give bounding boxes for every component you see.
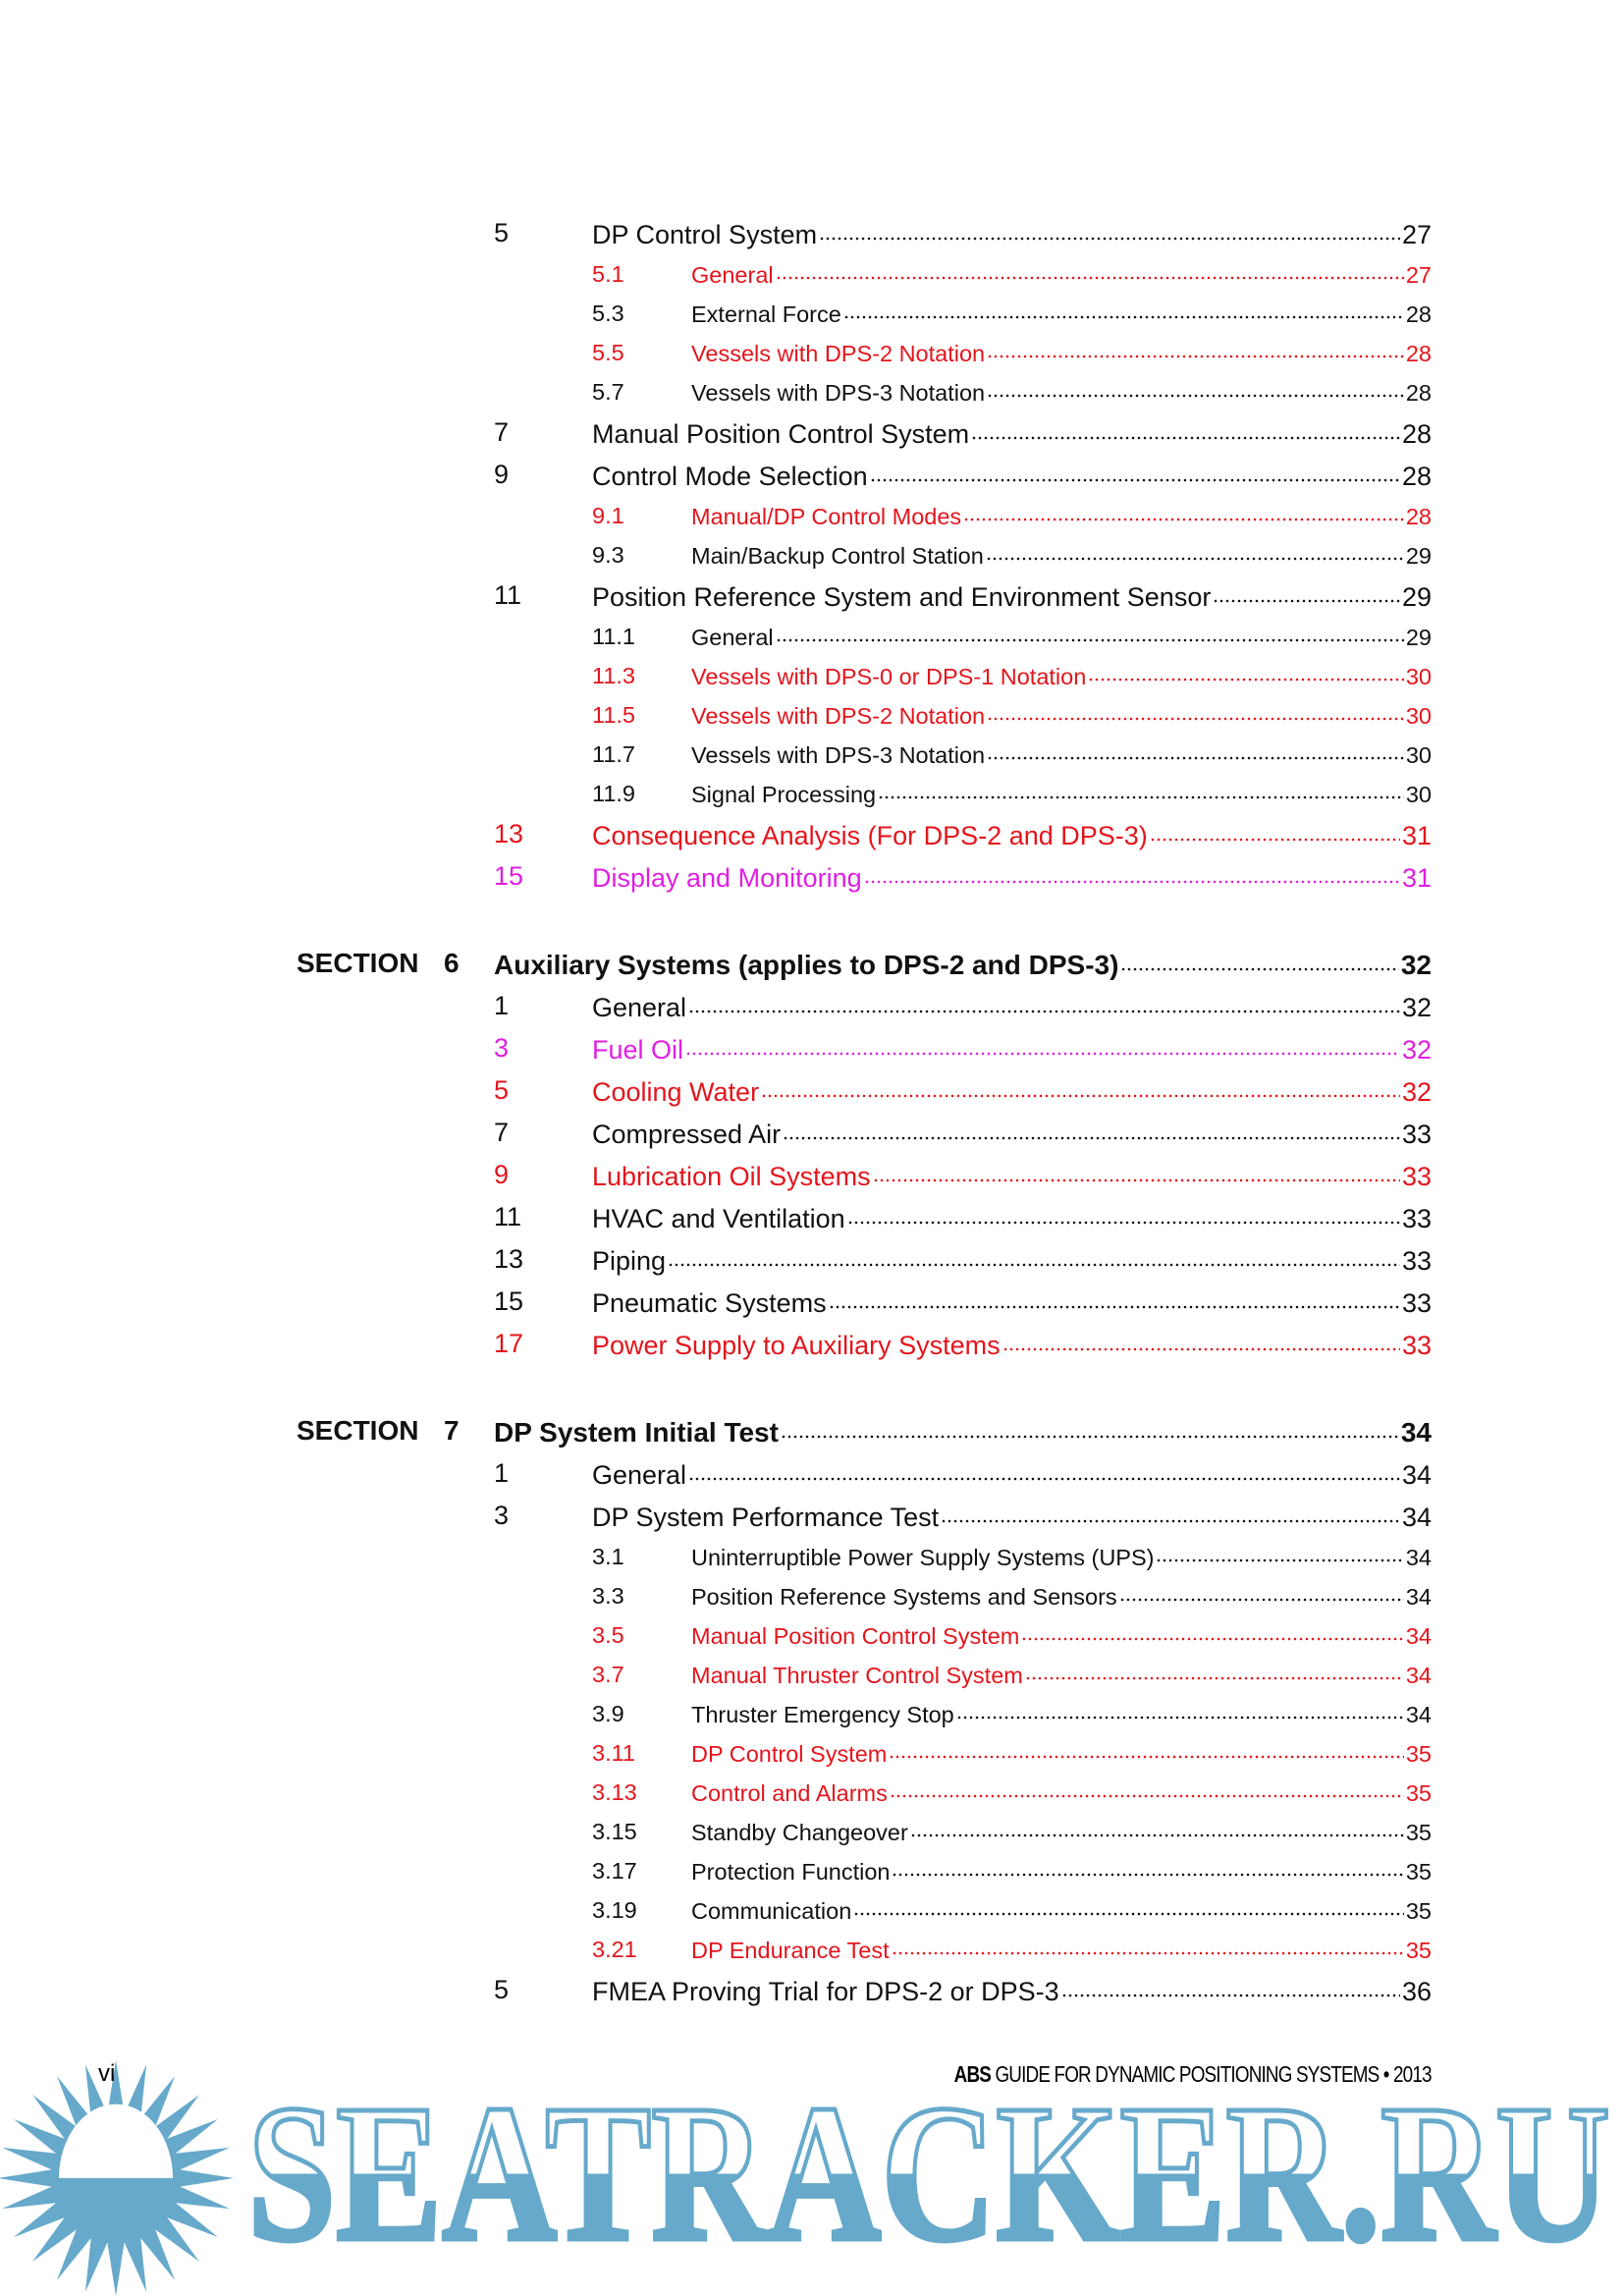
sunburst-icon xyxy=(0,2060,234,2296)
entry-page: 33 xyxy=(1401,1203,1432,1233)
entry-title[interactable]: Protection Function xyxy=(691,1858,891,1885)
entry-line xyxy=(592,579,1432,613)
entry-number: 3.19 xyxy=(592,1896,637,1923)
entry-title[interactable]: Power Supply to Auxiliary Systems xyxy=(592,1330,1001,1360)
entry-number: 3.15 xyxy=(592,1818,637,1844)
dot-leader xyxy=(941,1500,1400,1526)
dot-leader xyxy=(688,990,1400,1016)
dot-leader xyxy=(1021,1620,1403,1644)
entry-line xyxy=(691,739,1432,769)
entry-title[interactable]: Standby Changeover xyxy=(691,1819,908,1845)
entry-title[interactable]: Vessels with DPS-0 or DPS-1 Notation xyxy=(691,663,1087,689)
section-label: SECTION xyxy=(297,948,419,978)
dot-leader xyxy=(956,1699,1404,1722)
toc-entry[interactable] xyxy=(0,1694,1624,1733)
entry-page: 30 xyxy=(1405,663,1432,689)
entry-page: 30 xyxy=(1405,741,1432,768)
entry-line xyxy=(494,1414,1432,1449)
entry-number: 3.7 xyxy=(592,1661,624,1687)
entry-line xyxy=(592,1243,1432,1277)
entry-page: 32 xyxy=(1401,1034,1432,1065)
footer-brand: ABS xyxy=(954,2061,992,2087)
dot-leader xyxy=(890,1777,1404,1801)
entry-title[interactable]: Control Mode Selection xyxy=(592,461,868,491)
toc-entry[interactable] xyxy=(0,813,1624,855)
dot-leader xyxy=(1156,1542,1403,1565)
entry-line xyxy=(592,1201,1432,1234)
entry-number: 5.1 xyxy=(592,260,624,287)
entry-page: 29 xyxy=(1401,581,1432,612)
entry-number: 3.9 xyxy=(592,1700,624,1726)
entry-number: 3.21 xyxy=(592,1936,637,1962)
entry-number: 15 xyxy=(494,861,524,891)
dot-leader xyxy=(987,700,1404,724)
entry-page: 28 xyxy=(1405,340,1432,366)
entry-line xyxy=(691,1895,1432,1925)
entry-number: 15 xyxy=(494,1286,524,1316)
entry-page: 34 xyxy=(1405,1544,1432,1570)
dot-leader xyxy=(1002,1328,1400,1354)
entry-page: 33 xyxy=(1401,1330,1432,1360)
dot-leader xyxy=(892,1856,1403,1880)
toc-entry[interactable] xyxy=(0,1969,1624,2011)
toc-entry[interactable] xyxy=(0,1495,1624,1537)
toc-entry[interactable] xyxy=(0,985,1624,1027)
entry-page: 28 xyxy=(1405,301,1432,327)
dot-leader xyxy=(783,1117,1400,1143)
footer-title xyxy=(954,2060,1432,2088)
entry-number: 5.5 xyxy=(592,339,624,365)
entry-line xyxy=(691,779,1432,808)
entry-page: 35 xyxy=(1405,1740,1432,1767)
entry-line xyxy=(592,1328,1432,1361)
entry-page: 28 xyxy=(1405,503,1432,529)
entry-title[interactable]: HVAC and Ventilation xyxy=(592,1203,845,1233)
entry-number: 3.13 xyxy=(592,1778,637,1805)
entry-title[interactable]: Display and Monitoring xyxy=(592,862,862,893)
entry-page: 31 xyxy=(1401,820,1432,850)
entry-line xyxy=(592,1974,1432,2007)
entry-line xyxy=(592,860,1432,894)
entry-title[interactable]: Manual/DP Control Modes xyxy=(691,503,962,529)
toc-section[interactable] xyxy=(0,1409,1624,1452)
entry-page: 35 xyxy=(1405,1819,1432,1845)
entry-title[interactable]: FMEA Proving Trial for DPS-2 or DPS-3 xyxy=(592,1976,1059,2006)
dot-leader xyxy=(668,1243,1400,1270)
toc-entry[interactable] xyxy=(0,617,1624,656)
entry-title[interactable]: Fuel Oil xyxy=(592,1034,684,1065)
dot-leader xyxy=(892,1935,1404,1958)
entry-page: 33 xyxy=(1401,1245,1432,1276)
entry-line xyxy=(494,947,1432,981)
entry-title[interactable]: General xyxy=(691,261,774,288)
toc-entry[interactable] xyxy=(0,574,1624,617)
entry-title[interactable]: Cooling Water xyxy=(592,1076,760,1107)
entry-number: 11 xyxy=(494,1202,522,1231)
entry-title[interactable]: DP System Performance Test xyxy=(592,1502,940,1532)
entry-title[interactable]: Lubrication Oil Systems xyxy=(592,1161,871,1191)
entry-page: 35 xyxy=(1405,1858,1432,1885)
toc-entry[interactable] xyxy=(0,1576,1624,1615)
toc-entry[interactable] xyxy=(0,1655,1624,1694)
entry-page: 29 xyxy=(1405,542,1432,569)
entry-page: 35 xyxy=(1405,1897,1432,1924)
toc-entry[interactable] xyxy=(0,774,1624,813)
toc-entry[interactable] xyxy=(0,1027,1624,1069)
entry-title[interactable]: DP Endurance Test xyxy=(691,1937,890,1963)
entry-title[interactable]: DP Control System xyxy=(592,219,818,249)
dot-leader xyxy=(910,1817,1404,1840)
entry-title[interactable]: Compressed Air xyxy=(592,1119,782,1149)
entry-line xyxy=(592,1285,1432,1319)
entry-number: 11 xyxy=(494,580,522,610)
entry-line xyxy=(691,1856,1432,1886)
entry-line xyxy=(691,259,1432,289)
entry-number: 3.11 xyxy=(592,1739,635,1766)
entry-line xyxy=(592,459,1432,492)
entry-number: 5.3 xyxy=(592,300,624,326)
toc-entry[interactable] xyxy=(0,294,1624,333)
toc-entry[interactable] xyxy=(0,1812,1624,1851)
entry-title[interactable]: Manual Thruster Control System xyxy=(691,1662,1023,1688)
entry-page: 33 xyxy=(1401,1161,1432,1191)
entry-number: 3.17 xyxy=(592,1857,637,1884)
entry-number: 17 xyxy=(494,1329,524,1358)
dot-leader xyxy=(781,1414,1399,1442)
entry-line xyxy=(691,1699,1432,1728)
toc-entry[interactable] xyxy=(0,656,1624,695)
entry-title[interactable]: Control and Alarms xyxy=(691,1779,888,1806)
entry-line xyxy=(691,299,1432,328)
dot-leader xyxy=(864,860,1400,887)
entry-title[interactable]: Consequence Analysis (For DPS-2 and DPS-3) xyxy=(592,820,1148,850)
entry-title[interactable]: External Force xyxy=(691,301,841,327)
toc-entry[interactable] xyxy=(0,1196,1624,1238)
entry-number: 9.3 xyxy=(592,541,624,568)
watermark-text: SEATRACKER.RU xyxy=(247,2065,1610,2282)
entry-page: 32 xyxy=(1401,992,1432,1022)
toc-entry[interactable] xyxy=(0,1069,1624,1112)
entry-line xyxy=(691,1660,1432,1689)
toc-entry[interactable] xyxy=(0,735,1624,774)
entry-number: 7 xyxy=(444,1415,460,1446)
dot-leader xyxy=(776,622,1404,645)
toc-entry[interactable] xyxy=(0,333,1624,372)
dot-leader xyxy=(870,459,1400,485)
entry-number: 3.1 xyxy=(592,1543,624,1569)
toc-section[interactable] xyxy=(0,942,1624,985)
entry-number: 3.3 xyxy=(592,1582,624,1609)
entry-title[interactable]: Vessels with DPS-3 Notation xyxy=(691,379,986,406)
toc-entry[interactable] xyxy=(0,496,1624,535)
entry-title[interactable]: Signal Processing xyxy=(691,781,877,807)
entry-page: 28 xyxy=(1401,461,1432,491)
dot-leader xyxy=(986,540,1404,564)
toc-entry[interactable] xyxy=(0,411,1624,454)
toc-entry[interactable] xyxy=(0,454,1624,496)
entry-line xyxy=(691,1817,1432,1846)
entry-page: 27 xyxy=(1405,261,1432,288)
entry-line xyxy=(691,1620,1432,1650)
dot-leader xyxy=(847,1201,1400,1228)
entry-page: 33 xyxy=(1401,1287,1432,1318)
entry-page: 34 xyxy=(1405,1701,1432,1727)
entry-number: 3 xyxy=(494,1033,510,1063)
entry-title[interactable]: Auxiliary Systems (applies to DPS-2 and DPS-3) xyxy=(494,949,1119,980)
entry-title[interactable]: Vessels with DPS-3 Notation xyxy=(691,741,986,768)
entry-number: 11.7 xyxy=(592,740,635,767)
dot-leader xyxy=(853,1895,1404,1919)
entry-line xyxy=(691,377,1432,407)
entry-page: 34 xyxy=(1405,1583,1432,1610)
entry-number: 11.5 xyxy=(592,701,635,728)
entry-page: 32 xyxy=(1400,949,1432,980)
toc-entry[interactable] xyxy=(0,1890,1624,1930)
entry-number: 1 xyxy=(494,991,510,1020)
dot-leader xyxy=(819,217,1400,244)
entry-title[interactable]: Uninterruptible Power Supply Systems (UPS) xyxy=(691,1544,1155,1570)
toc-entry[interactable] xyxy=(0,372,1624,411)
entry-title[interactable]: Manual Position Control System xyxy=(691,1622,1020,1649)
entry-page: 36 xyxy=(1401,1976,1432,2006)
entry-title[interactable]: General xyxy=(592,1459,687,1490)
entry-page: 30 xyxy=(1405,702,1432,729)
toc-entry[interactable] xyxy=(0,1281,1624,1323)
entry-number: 11.3 xyxy=(592,662,635,688)
entry-line xyxy=(691,1581,1432,1611)
toc-entry[interactable] xyxy=(0,1154,1624,1196)
entry-line xyxy=(592,818,1432,851)
entry-line xyxy=(691,540,1432,570)
entry-line xyxy=(691,1935,1432,1964)
entry-number: 3.5 xyxy=(592,1621,624,1648)
entry-title[interactable]: Manual Position Control System xyxy=(592,418,970,449)
dot-leader xyxy=(987,338,1404,361)
entry-page: 32 xyxy=(1401,1076,1432,1107)
table-of-contents xyxy=(0,212,1624,2011)
dot-leader xyxy=(843,299,1404,322)
entry-line xyxy=(592,1032,1432,1066)
dot-leader xyxy=(1088,661,1404,684)
dot-leader xyxy=(1061,1974,1400,2000)
dot-leader xyxy=(963,501,1404,524)
toc-entry[interactable] xyxy=(0,1112,1624,1154)
entry-line xyxy=(691,661,1432,690)
entry-number: 5 xyxy=(494,1075,510,1105)
dot-leader xyxy=(1213,579,1400,606)
entry-line xyxy=(592,217,1432,250)
entry-number: 5 xyxy=(494,1975,510,2004)
toc-entry[interactable] xyxy=(0,1930,1624,1969)
dot-leader xyxy=(1120,947,1398,974)
entry-number: 7 xyxy=(494,417,510,447)
entry-line xyxy=(691,338,1432,367)
entry-title[interactable]: DP System Initial Test xyxy=(494,1416,779,1448)
entry-line xyxy=(691,1738,1432,1768)
dot-leader xyxy=(776,259,1404,283)
toc-entry[interactable] xyxy=(0,1323,1624,1365)
entry-page: 30 xyxy=(1405,781,1432,807)
entry-number: 1 xyxy=(494,1458,510,1488)
entry-line xyxy=(691,622,1432,651)
dot-leader xyxy=(829,1285,1400,1312)
entry-page: 28 xyxy=(1405,379,1432,406)
toc-entry[interactable] xyxy=(0,1851,1624,1890)
entry-line xyxy=(691,1777,1432,1807)
entry-number: 5 xyxy=(494,218,510,247)
dot-leader xyxy=(688,1457,1400,1484)
entry-page: 33 xyxy=(1401,1119,1432,1149)
entry-line xyxy=(592,1159,1432,1192)
page-number: vi xyxy=(98,2060,116,2087)
entry-title[interactable]: Thruster Emergency Stop xyxy=(691,1701,954,1727)
entry-page: 29 xyxy=(1405,624,1432,650)
toc-entry[interactable] xyxy=(0,1773,1624,1812)
entry-number: 7 xyxy=(494,1118,510,1147)
entry-number: 6 xyxy=(444,948,460,978)
toc-entry[interactable] xyxy=(0,254,1624,294)
entry-page: 35 xyxy=(1405,1779,1432,1806)
toc-entry[interactable] xyxy=(0,855,1624,898)
entry-line xyxy=(592,1117,1432,1150)
entry-number: 11.9 xyxy=(592,780,635,806)
entry-line xyxy=(592,1457,1432,1491)
entry-number: 13 xyxy=(494,1244,524,1274)
dot-leader xyxy=(873,1159,1400,1185)
entry-page: 34 xyxy=(1405,1662,1432,1688)
dot-leader xyxy=(971,416,1400,443)
dot-leader xyxy=(987,739,1404,763)
toc-entry[interactable] xyxy=(0,1537,1624,1576)
entry-title[interactable]: General xyxy=(691,624,774,650)
toc-entry[interactable] xyxy=(0,695,1624,735)
toc-entry[interactable] xyxy=(0,1733,1624,1773)
entry-line xyxy=(592,416,1432,450)
dot-leader xyxy=(1150,818,1400,845)
entry-page: 34 xyxy=(1401,1459,1432,1490)
dot-leader xyxy=(889,1738,1403,1762)
toc-entry[interactable] xyxy=(0,1238,1624,1281)
entry-number: 9 xyxy=(494,460,510,489)
entry-page: 31 xyxy=(1401,862,1432,893)
entry-page: 34 xyxy=(1401,1502,1432,1532)
entry-page: 34 xyxy=(1405,1622,1432,1649)
entry-title[interactable]: Piping xyxy=(592,1245,667,1276)
entry-title[interactable]: Vessels with DPS-2 Notation xyxy=(691,702,986,729)
entry-number: 13 xyxy=(494,819,524,848)
entry-title[interactable]: Communication xyxy=(691,1897,852,1924)
dot-leader xyxy=(1119,1581,1404,1605)
entry-title[interactable]: Pneumatic Systems xyxy=(592,1287,827,1318)
entry-page: 28 xyxy=(1401,418,1432,449)
entry-page: 35 xyxy=(1405,1937,1432,1963)
entry-line xyxy=(592,1074,1432,1108)
entry-line xyxy=(592,1500,1432,1533)
dot-leader xyxy=(1025,1660,1404,1683)
toc-entry[interactable] xyxy=(0,535,1624,574)
footer-guide-title: GUIDE FOR DYNAMIC POSITIONING SYSTEMS • 2013 xyxy=(995,2061,1432,2087)
entry-line xyxy=(691,501,1432,530)
dot-leader xyxy=(761,1074,1400,1101)
entry-title[interactable]: DP Control System xyxy=(691,1740,888,1767)
entry-title[interactable]: Position Reference Systems and Sensors xyxy=(691,1583,1117,1610)
dot-leader xyxy=(878,779,1404,802)
entry-number: 3 xyxy=(494,1501,510,1530)
entry-line xyxy=(691,1542,1432,1571)
entry-number: 11.1 xyxy=(592,623,635,649)
entry-page: 27 xyxy=(1401,219,1432,249)
entry-number: 9 xyxy=(494,1160,510,1189)
entry-title[interactable]: Vessels with DPS-2 Notation xyxy=(691,340,986,366)
section-label: SECTION xyxy=(297,1415,419,1446)
entry-title[interactable]: General xyxy=(592,992,687,1022)
dot-leader xyxy=(987,377,1404,401)
entry-line xyxy=(691,700,1432,730)
entry-page: 34 xyxy=(1400,1416,1432,1448)
toc-entry[interactable] xyxy=(0,212,1624,254)
dot-leader xyxy=(685,1032,1400,1059)
toc-entry[interactable] xyxy=(0,1452,1624,1495)
entry-title[interactable]: Position Reference System and Environment Sensor xyxy=(592,581,1212,612)
entry-line xyxy=(592,990,1432,1023)
entry-number: 9.1 xyxy=(592,502,624,528)
entry-title[interactable]: Main/Backup Control Station xyxy=(691,542,984,569)
entry-number: 5.7 xyxy=(592,378,624,405)
toc-entry[interactable] xyxy=(0,1615,1624,1655)
